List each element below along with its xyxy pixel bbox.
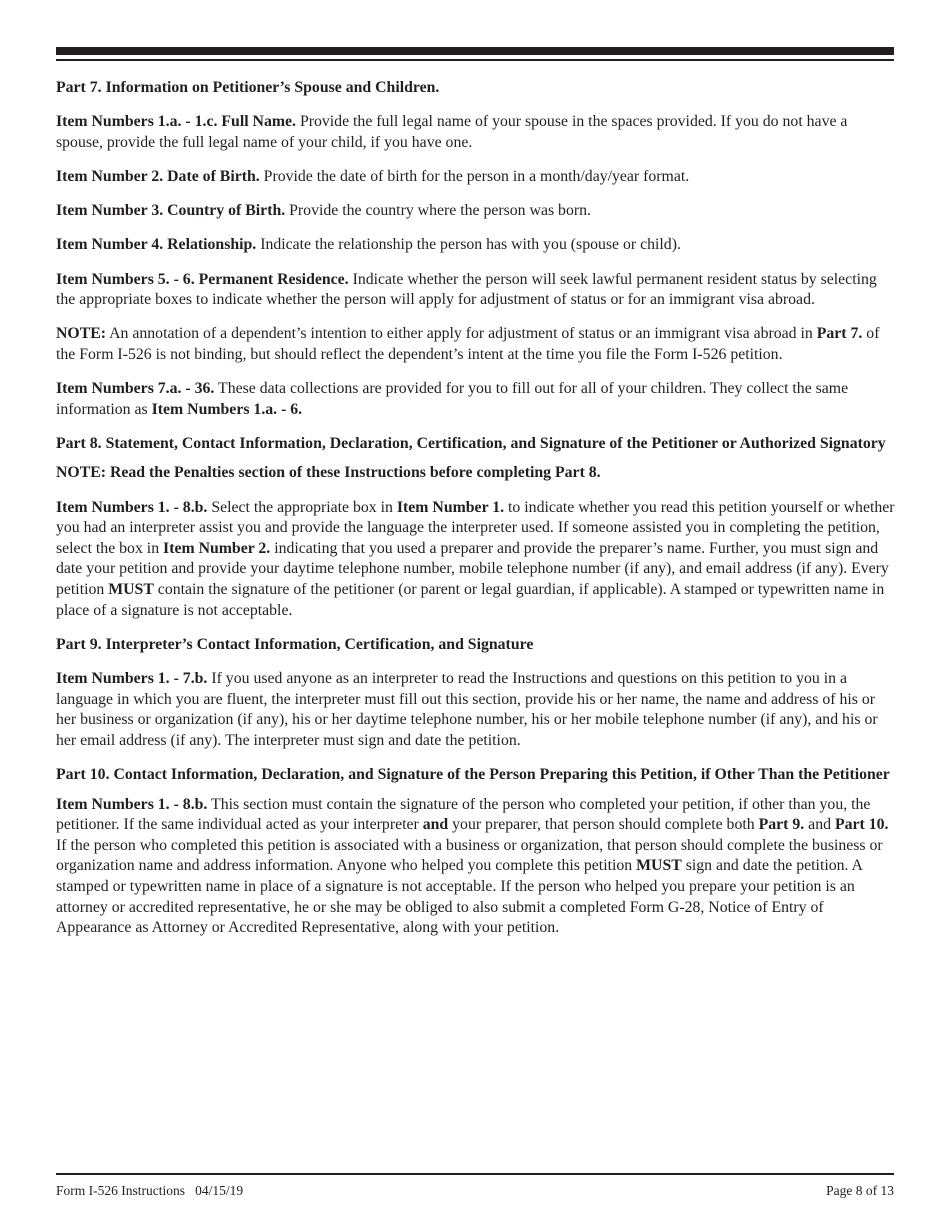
part8-heading: Part 8. Statement, Contact Information, Declaration, Certification, and Signature of the Petitioner or Authorized Signatory — [56, 434, 886, 452]
header-thick-rule — [56, 47, 894, 55]
part7-note-paragraph: NOTE: An annotation of a dependent’s intention to either apply for adjustment of status or an immigrant visa abroad in Part 7. of the Form I-526 is not binding, but should reflect the dependent’s intent at the time you file the Form I-526 petition. — [56, 325, 880, 363]
part10-item1-paragraph: Item Numbers 1. - 8.b. This section must contain the signature of the person who completed your petition, if other than you, the petitioner. If the same individual acted as your interpreter and your preparer, that person should complete both Part 9. and Part 10. If the person who completed this petition is associated with a business or organization, that person should complete the business or organization name and address information. Anyone who helped you complete this petition MUST sign and date the petition. A stamped or typewritten name in place of a signature is not acceptable. If the person who helped you prepare your petition is an attorney or accredited representative, he or she may be obliged to also submit a completed Form G-28, Notice of Entry of Appearance as Attorney or Accredited Representative, along with your petition. — [56, 795, 889, 937]
part9-item1-paragraph: Item Numbers 1. - 7.b. If you used anyone as an interpreter to read the Instructions and questions on this petition to you in a language in which you are fluent, the interpreter must fill out this section, provide his or her name, the name and address of his or her business or organization (if any), his or her daytime telephone number, his or her mobile telephone number (if any), and his or her email address (if any). The interpreter must sign and date the petition. — [56, 670, 878, 749]
item-label: Item Number 4. Relationship. — [56, 236, 257, 254]
page-body — [56, 78, 898, 952]
item-label: Item Numbers 1. - 8.b. — [56, 498, 208, 516]
note-label: NOTE: — [56, 325, 107, 343]
item-label: Item Numbers 1.a. - 1.c. Full Name. — [56, 113, 296, 131]
part9-heading: Part 9. Interpreter’s Contact Information, Certification, and Signature — [56, 635, 534, 653]
part7-heading: Part 7. Information on Petitioner’s Spouse and Children. — [56, 79, 440, 96]
item-label: Item Numbers 1. - 8.b. — [56, 795, 208, 813]
part8-item1-paragraph: Item Numbers 1. - 8.b. Select the appropriate box in Item Number 1. to indicate whether you read this petition yourself or whether you had an interpreter assist you and provide the language the interpreter used. If someone assisted you in completing the petition, select the box in Item Number 2. indicating that you used a preparer and provide the preparer’s name. Further, you must sign and date your petition and provide your daytime telephone number, mobile telephone number (if any), and email address (if any). Every petition MUST contain the signature of the petitioner (or parent or legal guardian, if applicable). A stamped or typewritten name in place of a signature is not acceptable. — [56, 498, 895, 619]
footer-page-number: Page 8 of 13 — [826, 1183, 894, 1198]
footer-form-id: Form I-526 Instructions 04/15/19 — [56, 1183, 244, 1198]
part7-item4-paragraph: Item Number 4. Relationship. Indicate the relationship the person has with you (spouse or child). — [56, 236, 681, 254]
item-label: Item Numbers 5. - 6. Permanent Residence. — [56, 270, 349, 288]
part7-item2-paragraph: Item Number 2. Date of Birth. Provide the date of birth for the person in a month/day/year format. — [56, 167, 690, 185]
item-label: Item Number 2. Date of Birth. — [56, 167, 260, 185]
part8-note: NOTE: Read the Penalties section of these Instructions before completing Part 8. — [56, 464, 601, 482]
footer-rule — [56, 1173, 894, 1175]
header-thin-rule — [56, 59, 894, 61]
part7-item5-paragraph: Item Numbers 5. - 6. Permanent Residence. Indicate whether the person will seek lawful permanent resident status by selecting the appropriate boxes to indicate whether the person will apply for adjustment of status or for an immigrant visa abroad. — [56, 270, 877, 309]
part7-item7-paragraph: Item Numbers 7.a. - 36. These data collections are provided for you to fill out for all of your children. They collect the same information as Item Numbers 1.a. - 6. — [56, 380, 849, 418]
item-label: Item Number 3. Country of Birth. — [56, 202, 286, 220]
part7-item1-paragraph: Item Numbers 1.a. - 1.c. Full Name. Provide the full legal name of your spouse in the spaces provided. If you do not have a spouse, provide the full legal name of your child, if you have one. — [56, 113, 848, 151]
item-label: Item Numbers 1. - 7.b. — [56, 670, 208, 687]
item-label: Item Numbers 7.a. - 36. — [56, 380, 215, 398]
part7-item3-paragraph: Item Number 3. Country of Birth. Provide the country where the person was born. — [56, 202, 591, 220]
part10-heading: Part 10. Contact Information, Declaration, and Signature of the Person Preparing this Petition, if Other Than the Petitioner — [56, 765, 890, 783]
